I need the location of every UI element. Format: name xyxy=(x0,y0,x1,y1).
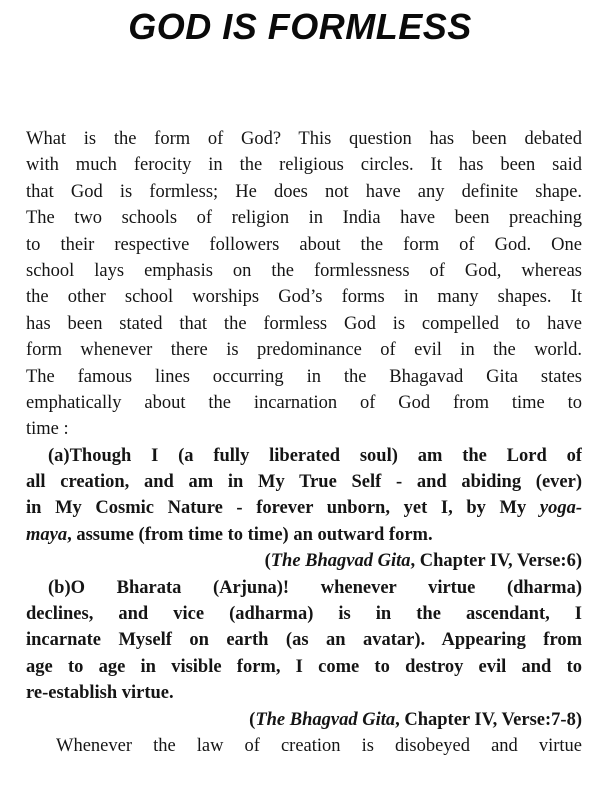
citation-b xyxy=(26,707,582,733)
quote-text: in My Cosmic Nature - forever unborn, yet I, by My xyxy=(26,498,540,519)
citation-open: ( xyxy=(264,551,271,572)
citation-open: ( xyxy=(249,709,256,730)
paragraph-line: time : xyxy=(26,419,69,440)
quote-italic-term: yoga- xyxy=(539,498,582,519)
quote-line: declines, and vice (adharma) is in the ascendant, I xyxy=(26,604,582,625)
quote-line xyxy=(26,522,582,548)
quote-line xyxy=(26,495,582,521)
citation-ref: , Chapter IV, Verse:6) xyxy=(410,551,582,572)
quote-line: (a)Though I (a fully liberated soul) am the Lord of xyxy=(48,445,582,466)
citation-ref: , Chapter IV, Verse:7-8) xyxy=(395,709,582,730)
chapter-title: GOD IS FORMLESS xyxy=(128,6,472,47)
paragraph-line: emphatically about the incarnation of God from time to xyxy=(26,392,582,413)
paragraph-line: The famous lines occurring in the Bhagavad Gita states xyxy=(26,366,582,387)
paragraph-line: Whenever the law of creation is disobeyed and virtue xyxy=(56,735,582,756)
quote-a xyxy=(26,443,582,549)
paragraph-line: the other school worships God’s forms in many shapes. It xyxy=(26,287,582,308)
quote-line: re-establish virtue. xyxy=(26,683,174,704)
citation-book-title: The Bhagvad Gita xyxy=(270,551,411,572)
quote-line: (b)O Bharata (Arjuna)! whenever virtue (dharma) xyxy=(48,577,582,598)
paragraph-line: with much ferocity in the religious circles. It has been said xyxy=(26,155,582,176)
quote-b xyxy=(26,575,582,707)
paragraph-line: form whenever there is predominance of evil in the world. xyxy=(26,340,582,361)
paragraph-line: to their respective followers about the form of God. One xyxy=(26,234,582,255)
quote-line: age to age in visible form, I come to destroy evil and to xyxy=(26,656,582,677)
citation-book-title: The Bhagvad Gita xyxy=(255,709,396,730)
quote-text: , assume (from time to time) an outward form. xyxy=(67,524,433,545)
paragraph-line: has been stated that the formless God is compelled to have xyxy=(26,313,582,334)
quote-line: incarnate Myself on earth (as an avatar). Appearing from xyxy=(26,630,582,651)
paragraph-line: school lays emphasis on the formlessness of God, whereas xyxy=(26,260,582,281)
body-text xyxy=(26,126,582,759)
paragraph-line: What is the form of God? This question has been debated xyxy=(26,129,582,149)
citation-a xyxy=(26,548,582,574)
paragraph-line: The two schools of religion in India have been preaching xyxy=(26,208,582,229)
paragraph-line: that God is formless; He does not have any definite shape. xyxy=(26,181,582,202)
quote-italic-term: maya xyxy=(26,524,68,545)
quote-line: all creation, and am in My True Self - and abiding (ever) xyxy=(26,472,582,493)
paragraph-intro xyxy=(26,126,582,443)
